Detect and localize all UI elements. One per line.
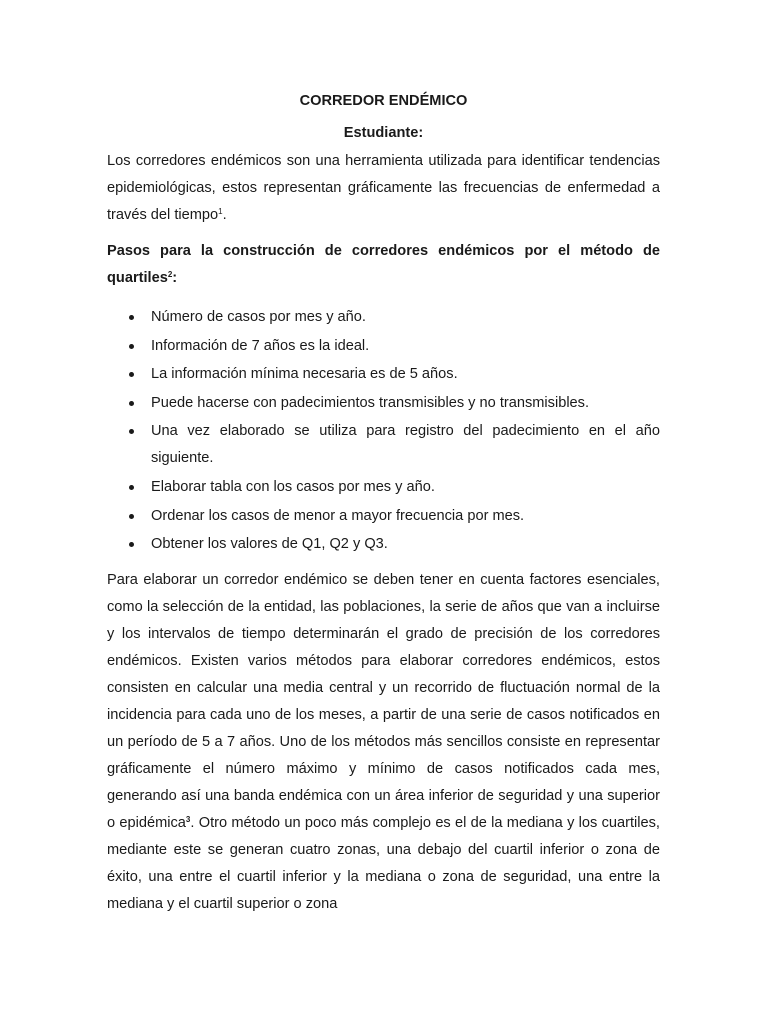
intro-end: . xyxy=(222,207,227,223)
body-text-part-1: Para elaborar un corredor endémico se deben tener en cuenta factores esenciales, como la selección de la entidad, las poblaciones, la serie de años que van a incluirse y los intervalos de tiempo determinarán el grado de precisión de los corredores endémicos. Existen varios métodos para elaborar corredores endémicos, estos consisten en calcular una media central y un recorrido de fluctuación normal de la incidencia para cada uno de los meses, a partir de una serie de casos notificados en un período de 5 a 7 años. Uno de los métodos más sencillos consiste en representar gráficamente el número máximo y mínimo de casos notificados cada mes, generando así una banda endémica con un área inferior de seguridad y una superior o epidémica xyxy=(107,572,660,831)
bullet-icon xyxy=(129,485,134,490)
intro-text: Los corredores endémicos son una herramienta utilizada para identificar tendencias epidemiológicas, estos representan gráficamente las frecuencias de enfermedad a través del tiempo xyxy=(107,153,660,223)
list-item-text: Puede hacerse con padecimientos transmisibles y no transmisibles. xyxy=(151,394,590,411)
list-item xyxy=(107,304,660,331)
list-item-text: Número de casos por mes y año. xyxy=(151,309,366,325)
list-item xyxy=(107,333,660,360)
steps-heading-text: Pasos para la construcción de corredores endémicos por el método de quartiles xyxy=(107,243,660,286)
list-item-text: Ordenar los casos de menor a mayor frecuencia por mes. xyxy=(151,507,525,524)
list-item-text: La información mínima necesaria es de 5 años. xyxy=(151,366,458,383)
bullet-icon xyxy=(129,372,134,377)
list-item-text: Información de 7 años es la ideal. xyxy=(151,337,370,354)
list-item xyxy=(107,531,660,558)
list-item xyxy=(107,418,660,472)
student-label: Estudiante: xyxy=(343,125,424,141)
list-item xyxy=(107,474,660,501)
body-text-part-2: . Otro método un poco más complejo es el de la mediana y los cuartiles, mediante este se generan cuatro zonas, una debajo del cuartil inferior o zona de éxito, una entre el cuartil inferior y la mediana o zona de seguridad, una entre la mediana y el cuartil superior o zona xyxy=(107,815,660,912)
bullet-icon xyxy=(129,542,134,547)
list-item-text: Elaborar tabla con los casos por mes y año. xyxy=(151,478,435,495)
list-item xyxy=(107,390,660,417)
bullet-icon xyxy=(129,344,134,349)
bullet-icon xyxy=(129,401,134,406)
list-item-text: Obtener los valores de Q1, Q2 y Q3. xyxy=(151,536,388,553)
footnote-ref-1: 1 xyxy=(218,207,223,216)
list-item xyxy=(107,503,660,530)
steps-heading xyxy=(107,238,660,292)
document-title: CORREDOR ENDÉMICO xyxy=(299,93,468,109)
steps-list xyxy=(107,304,660,560)
intro-paragraph xyxy=(107,148,660,229)
footnote-ref-3: 3 xyxy=(185,815,191,824)
bullet-icon xyxy=(129,514,134,519)
body-paragraph xyxy=(107,567,660,918)
footnote-ref-2: 2 xyxy=(167,270,173,279)
bullet-icon xyxy=(129,315,134,320)
steps-heading-end: : xyxy=(172,270,178,286)
bullet-icon xyxy=(129,429,134,434)
list-item-text: Una vez elaborado se utiliza para registro del padecimiento en el año siguiente. xyxy=(151,423,660,467)
list-item xyxy=(107,361,660,388)
